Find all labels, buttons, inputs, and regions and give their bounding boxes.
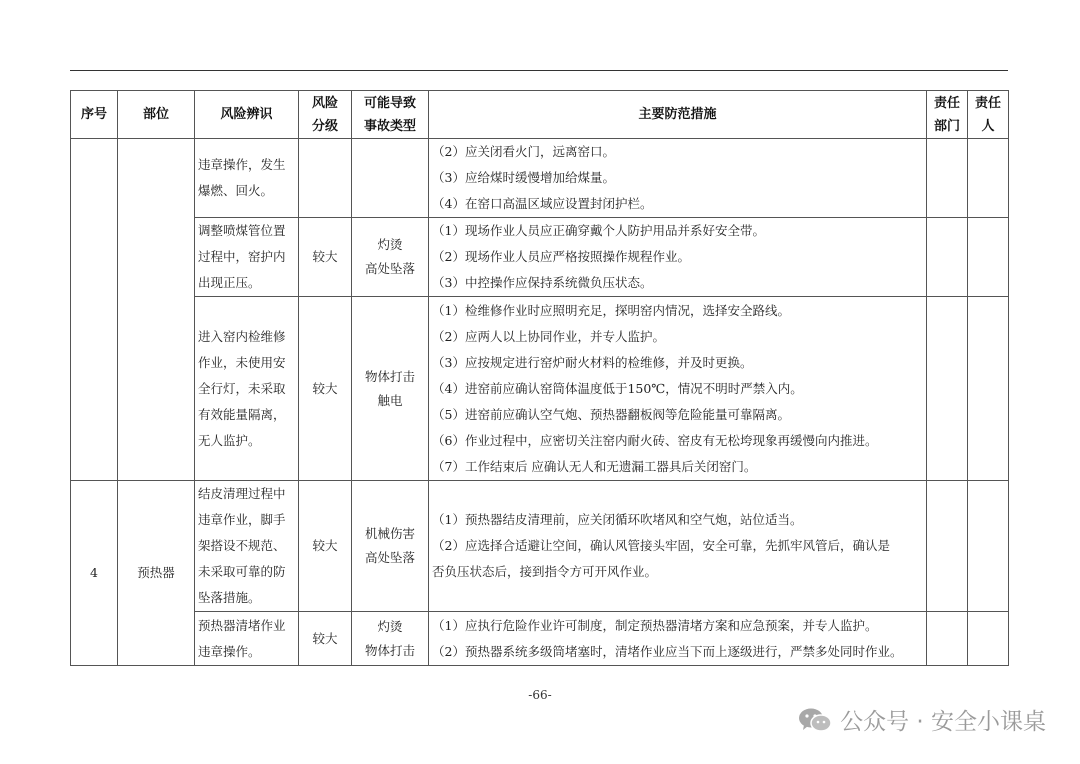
table-row xyxy=(71,297,1009,481)
header-level xyxy=(299,91,352,139)
dept-cell xyxy=(927,297,968,481)
table-row xyxy=(71,612,1009,666)
part-cell xyxy=(118,139,195,481)
measure-line: （3）中控操作应保持系统微负压状态。 xyxy=(432,275,653,290)
measure-line: （1）检维修作业时应照明充足，探明窑内情况，选择安全路线。 xyxy=(432,302,790,318)
hazard-cell: 调整喷煤管位置过程中，窑护内出现正压。 xyxy=(195,218,299,297)
header-level-line2: 分级 xyxy=(311,118,338,134)
level-cell: 较大 xyxy=(299,481,352,612)
measures-cell xyxy=(429,481,927,612)
measures-cell xyxy=(429,612,927,666)
risk-table xyxy=(70,90,1009,666)
accident-cell: 灼烫 高处坠落 xyxy=(352,218,429,297)
header-dept-line1: 责任 xyxy=(933,95,960,111)
level-cell: 较大 xyxy=(299,297,352,481)
header-person-line2: 人 xyxy=(981,118,995,134)
hazard-cell: 进入窑内检维修作业，未使用安全行灯，未采取有效能量隔离，无人监护。 xyxy=(195,297,299,481)
measures-cell xyxy=(429,218,927,297)
measure-line: （2）现场作业人员应严格按照操作规程作业。 xyxy=(432,249,690,264)
person-cell xyxy=(968,218,1009,297)
dept-cell xyxy=(927,218,968,297)
header-accident xyxy=(352,91,429,139)
table-row xyxy=(71,481,1009,612)
measure-line: 否负压状态后，接到指令方可开风作业。 xyxy=(432,564,658,579)
header-person xyxy=(968,91,1009,139)
measure-line: （6）作业过程中，应密切关注窑内耐火砖、窑皮有无松垮现象再缓慢向内推进。 xyxy=(432,432,878,448)
level-cell: 较大 xyxy=(299,218,352,297)
header-hazard: 风险辨识 xyxy=(195,91,299,139)
measures-cell xyxy=(429,297,927,481)
measure-line: （1）现场作业人员应正确穿戴个人防护用品并系好安全带。 xyxy=(432,223,765,238)
accident-cell xyxy=(352,139,429,218)
dept-cell xyxy=(927,139,968,218)
measure-line: （2）应关闭看火门，远离窑口。 xyxy=(432,144,615,159)
header-level-line1: 风险 xyxy=(311,95,338,111)
table-header-row xyxy=(71,91,1009,139)
header-accident-line2: 事故类型 xyxy=(363,118,416,134)
measure-line: （7）工作结束后 应确认无人和无遗漏工器具后关闭窑门。 xyxy=(432,458,757,474)
header-seq: 序号 xyxy=(71,91,118,139)
dept-cell xyxy=(927,481,968,612)
measure-line: （2）应选择合适避让空间，确认风管接头牢固，安全可靠，先抓牢风管后，确认是 xyxy=(432,538,890,553)
watermark xyxy=(798,703,1046,736)
measure-line: （3）应按规定进行窑炉耐火材料的检维修，并及时更换。 xyxy=(432,354,753,370)
accident-cell: 灼烫 物体打击 xyxy=(352,612,429,666)
dept-cell xyxy=(927,612,968,666)
person-cell xyxy=(968,139,1009,218)
seq-cell: 4 xyxy=(71,481,118,666)
measure-line: （5）进窑前应确认空气炮、预热器翻板阀等危险能量可靠隔离。 xyxy=(432,406,790,422)
person-cell xyxy=(968,612,1009,666)
page-number: -66- xyxy=(528,688,552,702)
hazard-cell: 预热器清堵作业违章操作。 xyxy=(195,612,299,666)
header-person-line1: 责任 xyxy=(974,95,1001,111)
header-accident-line1: 可能导致 xyxy=(363,95,416,111)
measure-line: （1）预热器结皮清理前，应关闭循环吹堵风和空气炮，站位适当。 xyxy=(432,512,803,527)
hazard-cell: 违章操作，发生爆燃、回火。 xyxy=(195,139,299,218)
measure-line: （2）应两人以上协同作业，并专人监护。 xyxy=(432,328,665,344)
measure-line: （4）进窑前应确认窑筒体温度低于150℃，情况不明时严禁入内。 xyxy=(432,380,803,396)
measure-line: （2）预热器系统多级筒堵塞时，清堵作业应当下而上逐级进行，严禁多处同时作业。 xyxy=(432,643,903,659)
measure-line: （4）在窑口高温区域应设置封闭护栏。 xyxy=(432,196,653,211)
accident-cell: 机械伤害 高处坠落 xyxy=(352,481,429,612)
header-dept-line2: 部门 xyxy=(933,118,960,134)
table-row xyxy=(71,139,1009,218)
person-cell xyxy=(968,297,1009,481)
level-cell xyxy=(299,139,352,218)
accident-cell: 物体打击 触电 xyxy=(352,297,429,481)
part-cell: 预热器 xyxy=(118,481,195,666)
level-cell: 较大 xyxy=(299,612,352,666)
measure-line: （1）应执行危险作业许可制度，制定预热器清堵方案和应急预案，并专人监护。 xyxy=(432,617,878,633)
header-rule xyxy=(70,70,1008,71)
table-row xyxy=(71,218,1009,297)
header-measures: 主要防范措施 xyxy=(429,91,927,139)
hazard-cell: 结皮清理过程中违章作业，脚手架搭设不规范、未采取可靠的防坠落措施。 xyxy=(195,481,299,612)
header-part: 部位 xyxy=(118,91,195,139)
seq-cell xyxy=(71,139,118,481)
header-dept xyxy=(927,91,968,139)
person-cell xyxy=(968,481,1009,612)
measure-line: （3）应给煤时缓慢增加给煤量。 xyxy=(432,170,615,185)
measures-cell xyxy=(429,139,927,218)
watermark-text: 公众号 · 安全小课桌 xyxy=(840,709,1046,735)
wechat-icon xyxy=(798,707,832,733)
